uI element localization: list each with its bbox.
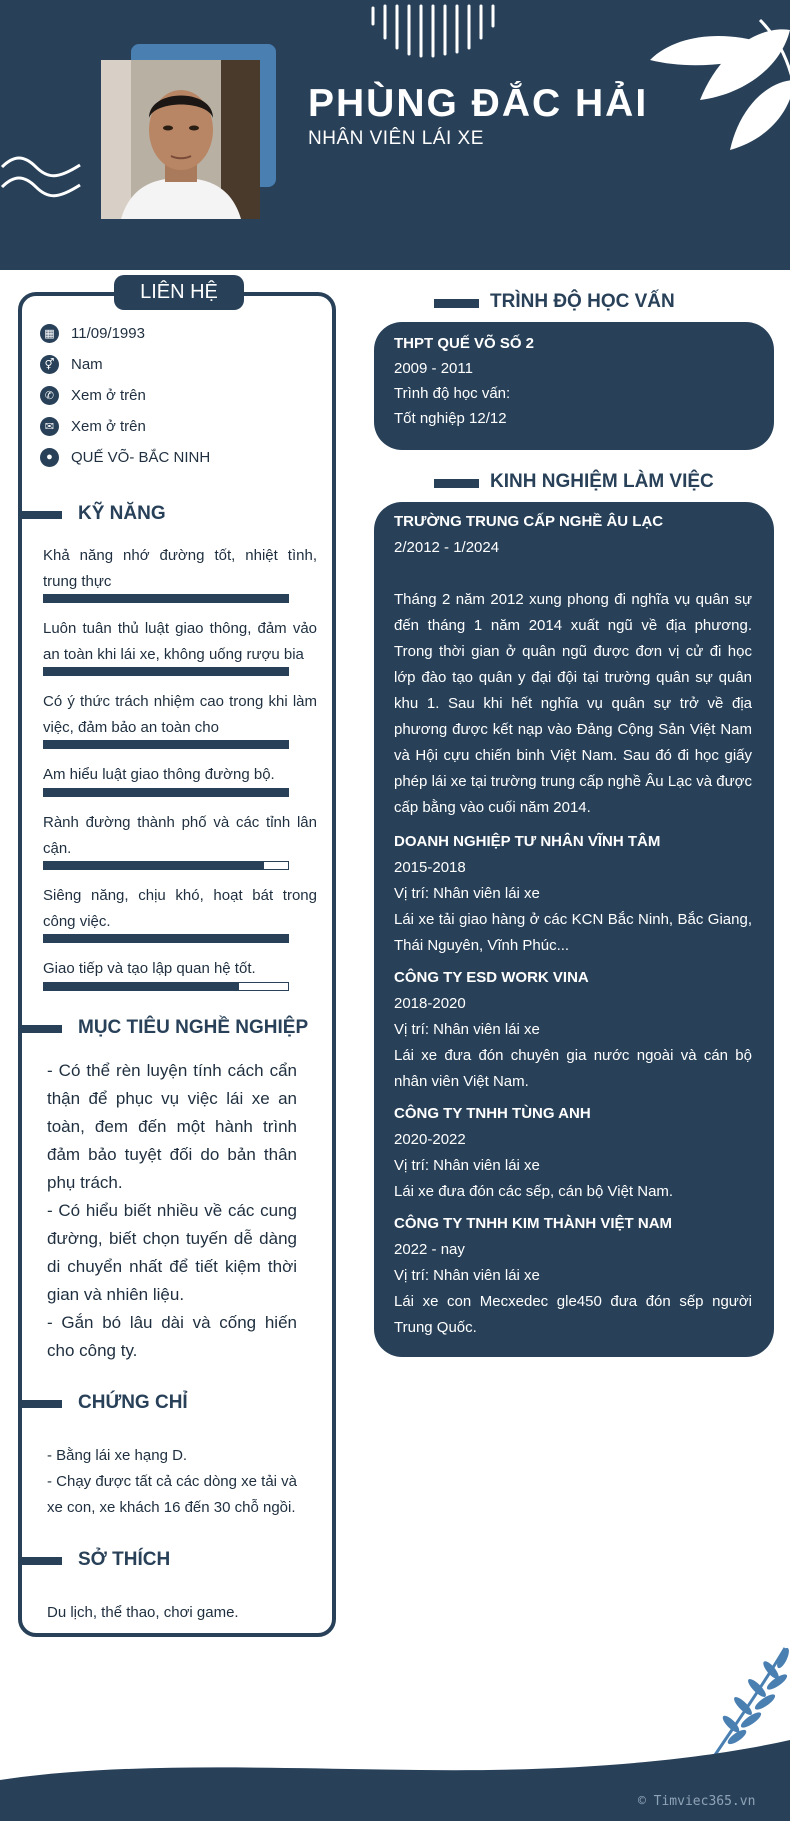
objective-line: - Có hiểu biết nhiều về các cung đường, biết chọn tuyến dễ dàng di chuyển nhất để tiết kiệm thời gian và nhiên liệu. — [47, 1201, 297, 1304]
education-detail: Tốt nghiệp 12/12 — [394, 410, 507, 427]
skill-text: Khả năng nhớ đường tốt, nhiệt tình, trung thực — [43, 547, 317, 590]
skill-text: Rành đường thành phố và các tỉnh lân cận. — [43, 814, 317, 857]
gender-value: Nam — [71, 355, 103, 373]
experience-title-bar — [434, 479, 479, 488]
education-label: Trình độ học vấn: — [394, 385, 511, 402]
gender-icon: ⚥ — [40, 355, 59, 374]
skill-text: Giao tiếp và tạo lập quan hệ tốt. — [43, 960, 256, 977]
job-company: CÔNG TY ESD WORK VINA — [394, 969, 589, 986]
education-box — [374, 322, 774, 450]
birthday-value: 11/09/1993 — [71, 324, 145, 342]
job-description: Lái xe tải giao hàng ở các KCN Bắc Ninh, Bắc Giang, Thái Nguyên, Vĩnh Phúc... — [394, 911, 752, 954]
skill-fill — [44, 983, 239, 990]
job-company: TRƯỜNG TRUNG CẤP NGHỀ ÂU LẠC — [394, 513, 664, 530]
skill-bar — [43, 740, 289, 749]
job-position — [394, 561, 752, 587]
skill-bar — [43, 667, 289, 676]
waves-decoration — [0, 155, 85, 210]
skill-fill — [44, 789, 288, 796]
job-position: Vị trí: Nhân viên lái xe — [394, 885, 540, 902]
email-value: Xem ở trên — [71, 417, 146, 435]
contact-gender — [40, 352, 103, 376]
job-period: 2018-2020 — [394, 995, 466, 1012]
profile-photo — [101, 60, 260, 219]
lines-decoration — [368, 0, 518, 60]
email-icon: ✉ — [40, 417, 59, 436]
skill-text: Am hiểu luật giao thông đường bộ. — [43, 766, 275, 783]
objective-title-bar — [22, 1025, 62, 1033]
job-description: Lái xe con Mecxedec gle450 đưa đón sếp người Trung Quốc. — [394, 1293, 752, 1336]
job-entry — [394, 1101, 752, 1205]
job-description: Tháng 2 năm 2012 xung phong đi nghĩa vụ quân sự đến tháng 1 năm 2014 xuất ngũ về địa phương. Trong thời gian ở quân ngũ được đơn vị cử đi học lớp đào tạo quân y đại đội tại trường quân sự quân khu 1. Sau khi hết nghĩa vụ quân sự trở về địa phương được kết nạp vào Đảng Cộng Sản Việt Nam và Hội cựu chiến binh Việt Nam. Sau đó đi học giấy phép lái xe tại trường trung cấp nghề Âu Lạc và được cấp bằng vào cuối năm 2014. — [394, 591, 752, 816]
job-entry — [394, 965, 752, 1095]
contact-birthday — [40, 321, 145, 345]
skills-title: KỸ NĂNG — [78, 503, 166, 524]
job-entry — [394, 1211, 752, 1341]
contact-email — [40, 414, 146, 438]
contact-phone — [40, 383, 146, 407]
job-period: 2022 - nay — [394, 1241, 465, 1258]
leaves-decoration — [630, 10, 790, 160]
job-description: Lái xe đưa đón chuyên gia nước ngoài và cán bộ nhân viên Việt Nam. — [394, 1047, 752, 1090]
certificates-title: CHỨNG CHỈ — [78, 1392, 188, 1413]
certificates-title-bar — [22, 1400, 62, 1408]
job-position: Vị trí: Nhân viên lái xe — [394, 1021, 540, 1038]
job-description: Lái xe đưa đón các sếp, cán bộ Việt Nam. — [394, 1183, 674, 1200]
hobbies-text: Du lịch, thể thao, chơi game. — [47, 1604, 239, 1621]
location-icon: ● — [40, 448, 59, 467]
objective-title: MỤC TIÊU NGHỀ NGHIỆP — [78, 1017, 309, 1038]
certificate-line: - Bằng lái xe hạng D. — [47, 1447, 188, 1464]
contact-title: LIÊN HỆ — [114, 275, 244, 310]
skill-bar — [43, 861, 289, 870]
skill-fill — [44, 862, 264, 869]
experience-title: KINH NGHIỆM LÀM VIỆC — [490, 471, 714, 492]
hobbies-title: SỞ THÍCH — [78, 1549, 171, 1570]
job-entry — [394, 829, 752, 959]
candidate-role: NHÂN VIÊN LÁI XE — [308, 128, 484, 149]
candidate-name: PHÙNG ĐẮC HẢI — [308, 82, 649, 125]
job-company: CÔNG TY TNHH TÙNG ANH — [394, 1105, 591, 1122]
phone-icon: ✆ — [40, 386, 59, 405]
job-period: 2/2012 - 1/2024 — [394, 539, 500, 556]
contact-location — [40, 445, 210, 469]
job-position: Vị trí: Nhân viên lái xe — [394, 1157, 540, 1174]
phone-value: Xem ở trên — [71, 386, 146, 404]
skill-fill — [44, 668, 288, 675]
calendar-icon: ▦ — [40, 324, 59, 343]
education-title-bar — [434, 299, 479, 308]
job-position: Vị trí: Nhân viên lái xe — [394, 1267, 540, 1284]
job-company: CÔNG TY TNHH KIM THÀNH VIỆT NAM — [394, 1215, 673, 1232]
watermark: © Timviec365.vn — [638, 1794, 756, 1809]
location-value: QUẾ VÕ- BẮC NINH — [71, 448, 211, 466]
objective-line: - Gắn bó lâu dài và cống hiến cho công ty. — [47, 1313, 297, 1360]
skill-bar — [43, 594, 289, 603]
certificates-text — [47, 1443, 307, 1521]
job-period: 2015-2018 — [394, 859, 466, 876]
education-period: 2009 - 2011 — [394, 360, 473, 377]
skill-bar — [43, 788, 289, 797]
objective-text — [47, 1057, 297, 1365]
experience-box — [374, 502, 774, 1357]
skill-text: Luôn tuân thủ luật giao thông, đảm vảo an toàn khi lái xe, không uống rượu bia — [43, 620, 317, 663]
skill-bar — [43, 982, 289, 991]
skill-fill — [44, 595, 288, 602]
skill-fill — [44, 935, 288, 942]
certificate-line: - Chạy được tất cả các dòng xe tải và xe con, xe khách 16 đến 30 chỗ ngồi. — [47, 1473, 297, 1516]
hobbies-title-bar — [22, 1557, 62, 1565]
job-period: 2020-2022 — [394, 1131, 466, 1148]
objective-line: - Có thể rèn luyện tính cách cẩn thận để phục vụ việc lái xe an toàn, đem đến một hành trình đảm bảo tuyệt đối do bản thân phụ trách. — [47, 1061, 297, 1192]
education-school: THPT QUẾ VÕ SỐ 2 — [394, 335, 535, 352]
skill-bar — [43, 934, 289, 943]
job-entry — [394, 509, 752, 821]
education-title: TRÌNH ĐỘ HỌC VẤN — [490, 291, 675, 312]
skill-text: Có ý thức trách nhiệm cao trong khi làm việc, đảm bảo an toàn cho — [43, 693, 317, 736]
job-company: DOANH NGHIỆP TƯ NHÂN VĨNH TÂM — [394, 833, 661, 850]
skills-title-bar — [22, 511, 62, 519]
skill-text: Siêng năng, chịu khó, hoạt bát trong công việc. — [43, 887, 317, 930]
skill-fill — [44, 741, 288, 748]
